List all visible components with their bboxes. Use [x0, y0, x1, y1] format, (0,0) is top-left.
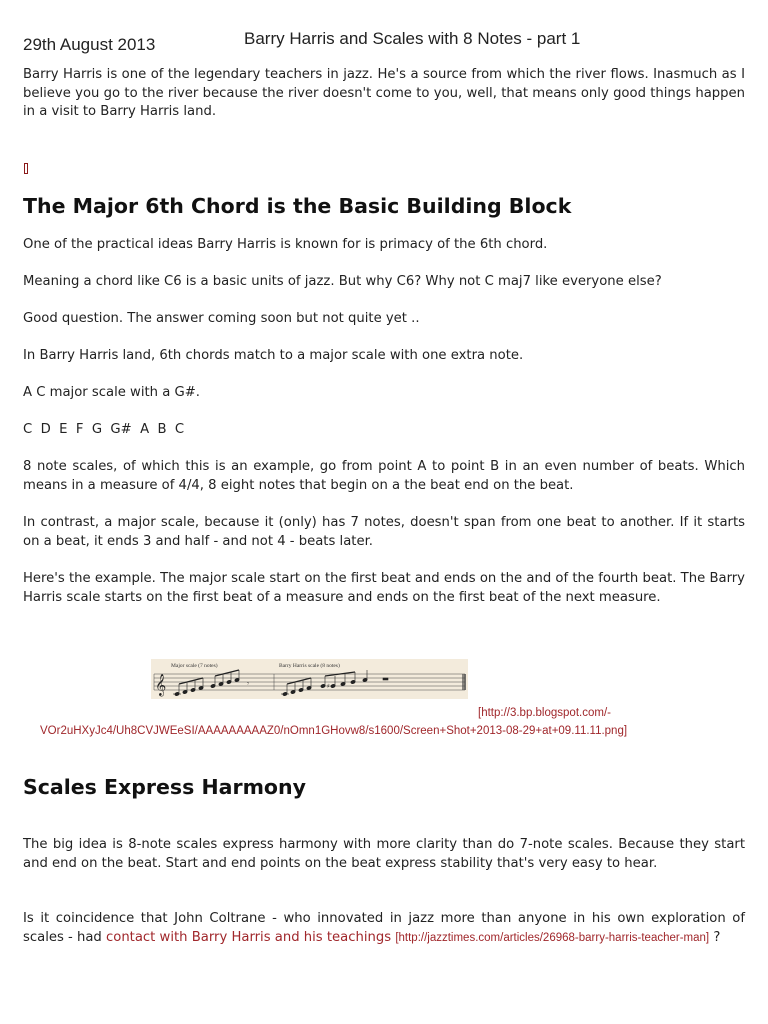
sheet-music-image[interactable] — [151, 659, 468, 699]
paragraph: In Barry Harris land, 6th chords match to a major scale with one extra note. — [23, 348, 524, 363]
paragraph: 8 note scales, of which this is an example, go from point A to point B in an even number of beats. Which means in a measure of 4/4, 8 eight notes that begin on a the beat end on the beat. — [23, 459, 745, 493]
sheet-music-svg — [151, 659, 468, 699]
jazztimes-url-link[interactable]: [http://jazztimes.com/articles/26968-barry-harris-teacher-man] — [395, 931, 710, 944]
section-heading-scales-express-harmony: Scales Express Harmony — [23, 775, 306, 799]
post-title: Barry Harris and Scales with 8 Notes - part 1 — [244, 29, 581, 48]
rest-icon: 𝄾 — [247, 680, 249, 688]
paragraph: In contrast, a major scale, because it (only) has 7 notes, doesn't span from one beat to another. If it starts on a beat, it ends 3 and half - and not 4 - beats later. — [23, 515, 745, 549]
beam — [179, 678, 203, 684]
beam — [215, 670, 239, 676]
sharp-icon: ♯ — [327, 683, 330, 690]
section-heading-major-6th: The Major 6th Chord is the Basic Building Block — [23, 194, 572, 218]
image-url-line-1[interactable]: [http://3.bp.blogspot.com/- — [478, 707, 611, 719]
major-scale-label: Major scale (7 notes) — [171, 663, 218, 669]
intro-paragraph: Barry Harris is one of the legendary teachers in jazz. He's a source from which the river flows. Inasmuch as I believe you go to the river because the river doesn't come to you, well, that means only good things happen in a visit to Barry Harris land. — [23, 67, 745, 119]
paragraph-text: ? — [709, 929, 721, 945]
barry-harris-teachings-link[interactable]: contact with Barry Harris and his teachings — [106, 929, 392, 945]
paragraph: Good question. The answer coming soon but not quite yet .. — [23, 311, 420, 326]
paragraph-text: Is it coincidence that John Coltrane - who innovated in jazz more than anyone in his own exploration of scales - had — [23, 911, 745, 945]
whole-rest-icon — [383, 678, 388, 680]
treble-clef-icon: 𝄞 — [155, 674, 167, 696]
beam — [287, 678, 311, 684]
paragraph: The big idea is 8-note scales express harmony with more clarity than do 7-note scales. Because they start and end on the beat. Start and end points on the beat express stability that's very easy to hear. — [23, 837, 745, 871]
paragraph: Meaning a chord like C6 is a basic units of jazz. But why C6? Why not C maj7 like everyone else? — [23, 274, 662, 289]
paragraph: One of the practical ideas Barry Harris is known for is primacy of the 6th chord. — [23, 237, 548, 252]
barry-harris-scale-label: Barry Harris scale (8 notes) — [279, 663, 340, 669]
paragraph: A C major scale with a G#. — [23, 385, 200, 400]
broken-image-icon — [24, 163, 28, 174]
image-url-line-2[interactable]: VOr2uHXyJc4/Uh8CVJWEeSI/AAAAAAAAAZ0/nOmn1GHovw8/s1600/Screen+Shot+2013-08-29+at+09.11.11.png] — [40, 725, 628, 737]
coltrane-paragraph — [23, 910, 745, 947]
paragraph: Here's the example. The major scale start on the first beat and ends on the and of the fourth beat. The Barry Harris scale starts on the first beat of a measure and ends on the first beat of the next measure. — [23, 571, 745, 605]
scale-notes: C D E F G G# A B C — [23, 422, 185, 437]
post-date: 29th August 2013 — [23, 35, 156, 54]
